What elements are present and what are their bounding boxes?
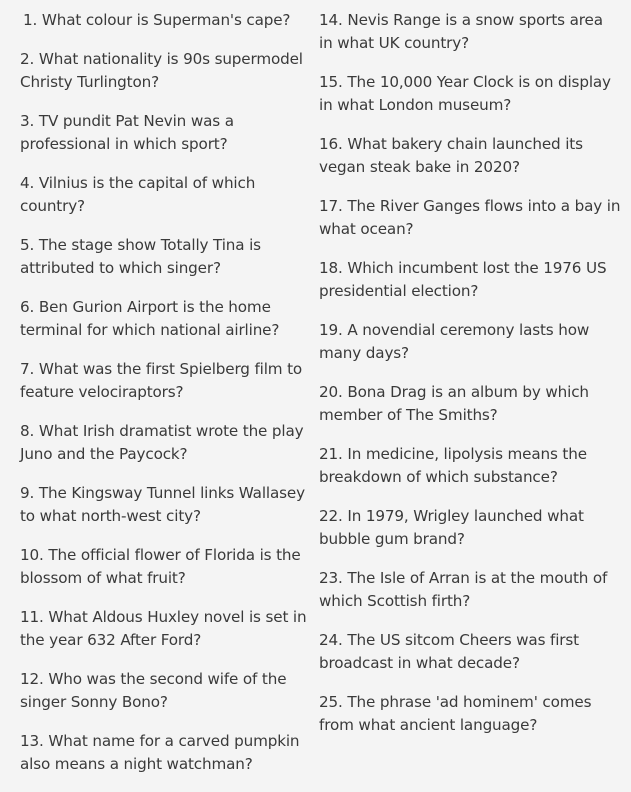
question-10: 10. The official flower of Florida is the blossom of what fruit? bbox=[20, 546, 301, 587]
questions-column-left bbox=[20, 9, 312, 792]
question-3: 3. TV pundit Pat Nevin was a professional in which sport? bbox=[20, 112, 234, 153]
question-16: 16. What bakery chain launched its vegan steak bake in 2020? bbox=[319, 135, 583, 176]
question-15: 15. The 10,000 Year Clock is on display in what London museum? bbox=[319, 73, 611, 114]
question-20: 20. Bona Drag is an album by which member of The Smiths? bbox=[319, 383, 589, 424]
question-6: 6. Ben Gurion Airport is the home terminal for which national airline? bbox=[20, 298, 280, 339]
question-2: 2. What nationality is 90s supermodel Christy Turlington? bbox=[20, 50, 303, 91]
question-14: 14. Nevis Range is a snow sports area in what UK country? bbox=[319, 11, 603, 52]
question-11: 11. What Aldous Huxley novel is set in the year 632 After Ford? bbox=[20, 608, 307, 649]
question-9: 9. The Kingsway Tunnel links Wallasey to what north-west city? bbox=[20, 484, 305, 525]
question-8: 8. What Irish dramatist wrote the play Juno and the Paycock? bbox=[20, 422, 304, 463]
question-13: 13. What name for a carved pumpkin also means a night watchman? bbox=[20, 732, 300, 773]
question-19: 19. A novendial ceremony lasts how many days? bbox=[319, 321, 590, 362]
question-1: 1. What colour is Superman's cape? bbox=[23, 11, 291, 29]
question-24: 24. The US sitcom Cheers was first broadcast in what decade? bbox=[319, 631, 579, 672]
question-12: 12. Who was the second wife of the singer Sonny Bono? bbox=[20, 670, 287, 711]
question-17: 17. The River Ganges flows into a bay in what ocean? bbox=[319, 197, 621, 238]
question-21: 21. In medicine, lipolysis means the breakdown of which substance? bbox=[319, 445, 587, 486]
question-5: 5. The stage show Totally Tina is attributed to which singer? bbox=[20, 236, 261, 277]
questions-column-right bbox=[319, 9, 621, 753]
question-22: 22. In 1979, Wrigley launched what bubble gum brand? bbox=[319, 507, 584, 548]
question-18: 18. Which incumbent lost the 1976 US presidential election? bbox=[319, 259, 607, 300]
question-23: 23. The Isle of Arran is at the mouth of which Scottish firth? bbox=[319, 569, 608, 610]
question-7: 7. What was the first Spielberg film to feature velociraptors? bbox=[20, 360, 303, 401]
question-4: 4. Vilnius is the capital of which country? bbox=[20, 174, 256, 215]
question-25: 25. The phrase 'ad hominem' comes from what ancient language? bbox=[319, 693, 592, 734]
